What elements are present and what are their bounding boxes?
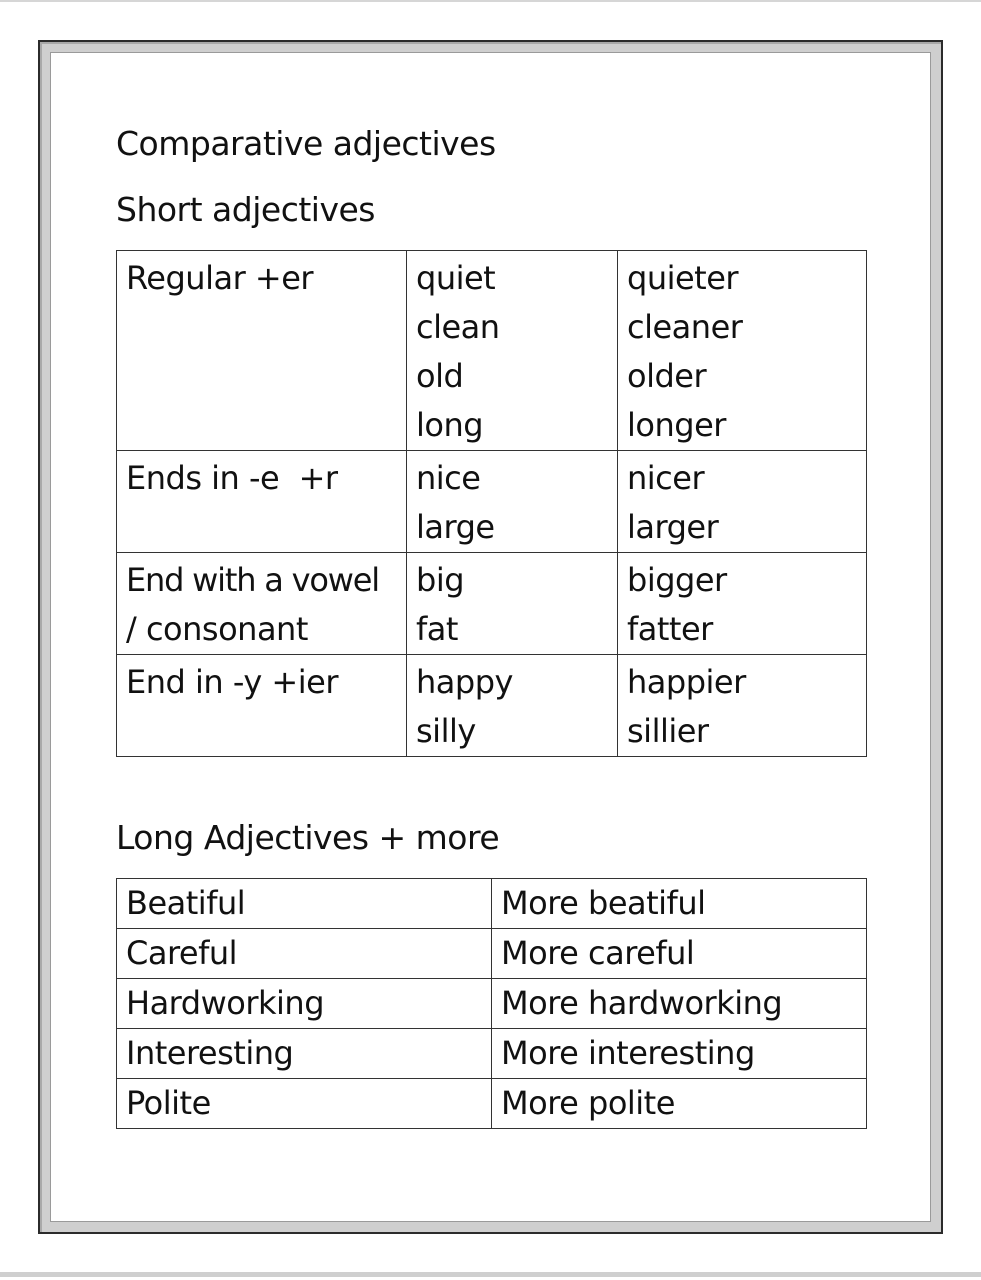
comparative-word: larger — [627, 508, 719, 546]
long-adjectives-table — [116, 878, 867, 1129]
comparative-word: happier — [627, 663, 746, 701]
base-word: large — [416, 508, 495, 546]
rule-cell — [117, 251, 407, 451]
rule-label: End with a vowel — [126, 561, 379, 599]
table-row — [117, 1079, 867, 1129]
long-adjectives-heading: Long Adjectives + more — [116, 818, 500, 857]
comparative-word: quieter — [627, 259, 739, 297]
short-adjectives-heading: Short adjectives — [116, 190, 375, 229]
rule-label: End in -y +ier — [126, 663, 338, 701]
rule-label: / consonant — [126, 610, 308, 648]
short-adjectives-table — [116, 250, 867, 757]
table-row — [117, 929, 867, 979]
comparative-cell: More careful — [492, 929, 867, 979]
table-row — [117, 553, 867, 655]
table-row — [117, 655, 867, 757]
rule-label: Ends in -e +r — [126, 459, 338, 497]
table-row — [117, 451, 867, 553]
base-cell — [407, 251, 618, 451]
table-row — [117, 1029, 867, 1079]
base-cell — [407, 655, 618, 757]
rule-cell — [117, 655, 407, 757]
comparative-word: bigger — [627, 561, 727, 599]
bottom-divider — [0, 1272, 981, 1277]
base-word: old — [416, 357, 464, 395]
comparative-word: nicer — [627, 459, 705, 497]
comparative-cell — [618, 553, 867, 655]
base-cell: Polite — [117, 1079, 492, 1129]
base-word: big — [416, 561, 465, 599]
base-word: nice — [416, 459, 481, 497]
base-cell: Interesting — [117, 1029, 492, 1079]
top-divider — [0, 0, 981, 2]
table-row — [117, 979, 867, 1029]
base-cell — [407, 553, 618, 655]
rule-cell — [117, 553, 407, 655]
base-word: quiet — [416, 259, 496, 297]
table-row — [117, 251, 867, 451]
rule-label: Regular +er — [126, 259, 314, 297]
rule-cell — [117, 451, 407, 553]
comparative-word: sillier — [627, 712, 709, 750]
base-word: clean — [416, 308, 500, 346]
comparative-cell: More beatiful — [492, 879, 867, 929]
base-cell: Hardworking — [117, 979, 492, 1029]
comparative-cell — [618, 251, 867, 451]
page-title: Comparative adjectives — [116, 124, 496, 163]
comparative-word: fatter — [627, 610, 713, 648]
comparative-cell: More hardworking — [492, 979, 867, 1029]
comparative-word: longer — [627, 406, 726, 444]
base-word: fat — [416, 610, 458, 648]
comparative-word: cleaner — [627, 308, 743, 346]
base-word: happy — [416, 663, 513, 701]
base-cell: Beatiful — [117, 879, 492, 929]
comparative-cell: More polite — [492, 1079, 867, 1129]
base-cell — [407, 451, 618, 553]
comparative-word: older — [627, 357, 707, 395]
comparative-cell: More interesting — [492, 1029, 867, 1079]
base-word: silly — [416, 712, 476, 750]
comparative-cell — [618, 451, 867, 553]
comparative-cell — [618, 655, 867, 757]
table-row — [117, 879, 867, 929]
base-cell: Careful — [117, 929, 492, 979]
base-word: long — [416, 406, 484, 444]
